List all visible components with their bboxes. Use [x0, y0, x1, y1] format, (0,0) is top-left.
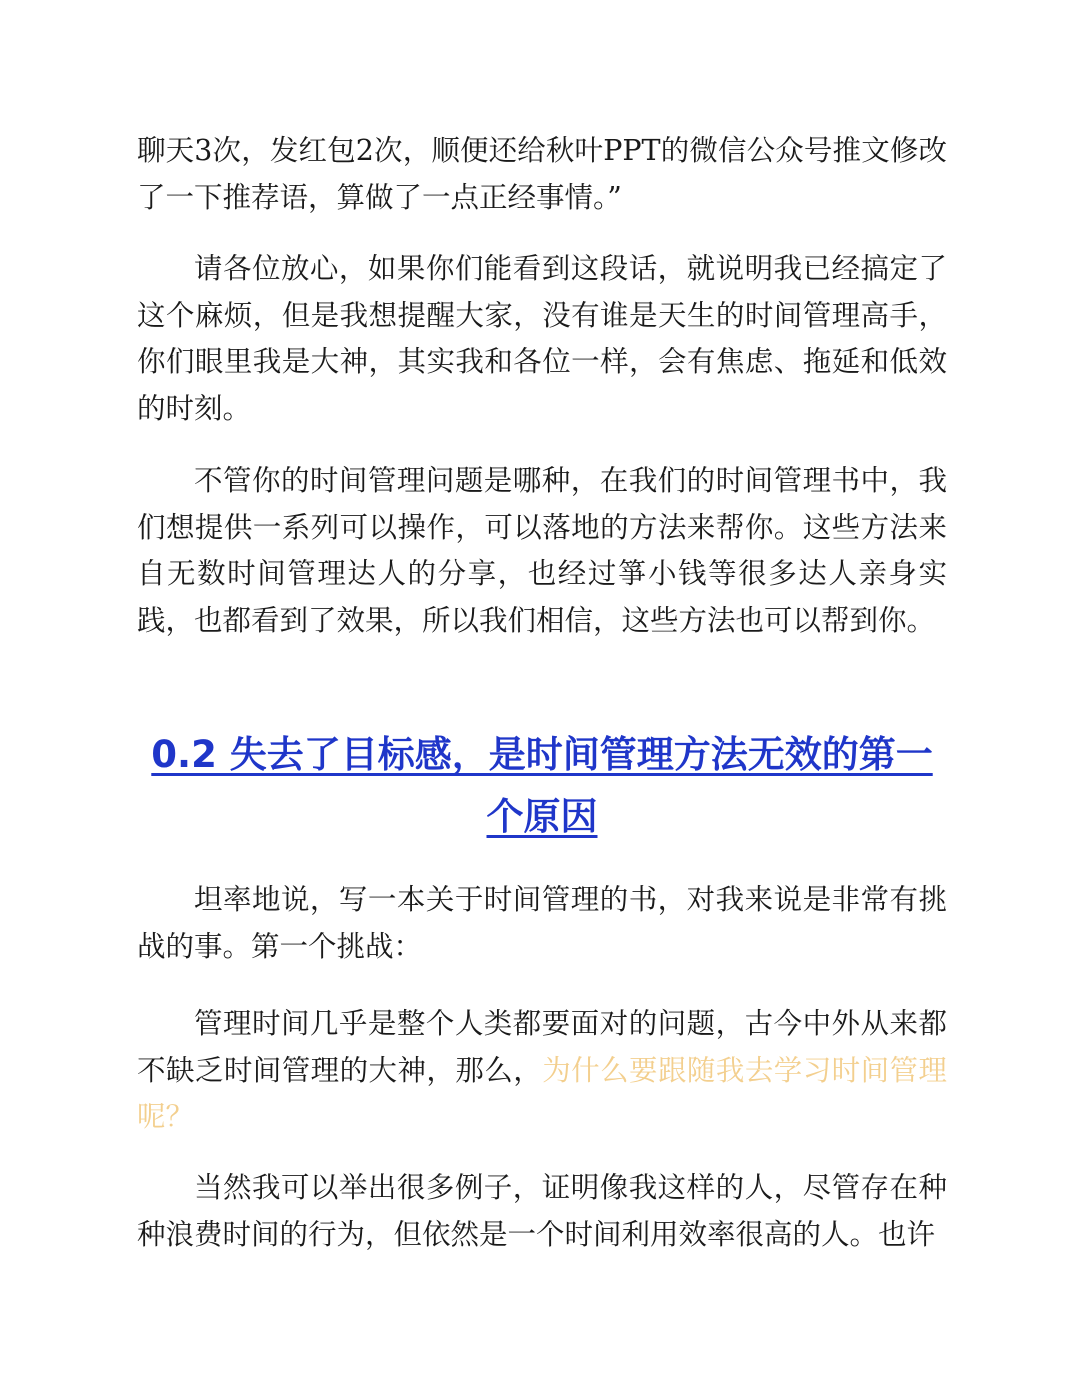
paragraph-methods: 不管你的时间管理问题是哪种，在我们的时间管理书中，我们想提供一系列可以操作，可以落地的方法来帮你。这些方法来自无数时间管理达人的分享，也经过箏小钱等很多达人亲身实践，也都看到了效果，所以我们相信，这些方法也可以帮到你。	[137, 464, 947, 637]
section-heading-link[interactable]: 0.2 失去了目标感，是时间管理方法无效的第一个原因	[151, 733, 933, 838]
paragraph-reassurance: 请各位放心，如果你们能看到这段话，就说明我已经搞定了这个麻烦，但是我想提醒大家，没有谁是天生的时间管理高手，你们眼里我是大神，其实我和各位一样，会有焦虑、拖延和低效的时刻。	[137, 252, 947, 425]
paragraph-challenge-intro: 坦率地说，写一本关于时间管理的书，对我来说是非常有挑战的事。第一个挑战：	[137, 883, 947, 963]
section-heading	[137, 724, 947, 848]
highlighted-question: 为什么要跟随我去学习时间管理呢？	[137, 1053, 947, 1133]
first-challenge-text: 管理时间几乎是整个人类都要面对的问题，古今中外从来都不缺乏时间管理的大神，那么，	[137, 1007, 947, 1087]
paragraph-quote-ending: 聊天3次，发红包2次，顺便还给秋叶PPT的微信公众号推文修改了一下推荐语，算做了一点正经事情。”	[137, 134, 947, 214]
paragraph-first-challenge	[137, 1001, 947, 1141]
paragraph-examples: 当然我可以举出很多例子，证明像我这样的人，尽管存在种种浪费时间的行为，但依然是一个时间利用效率很高的人。也许	[137, 1171, 947, 1251]
